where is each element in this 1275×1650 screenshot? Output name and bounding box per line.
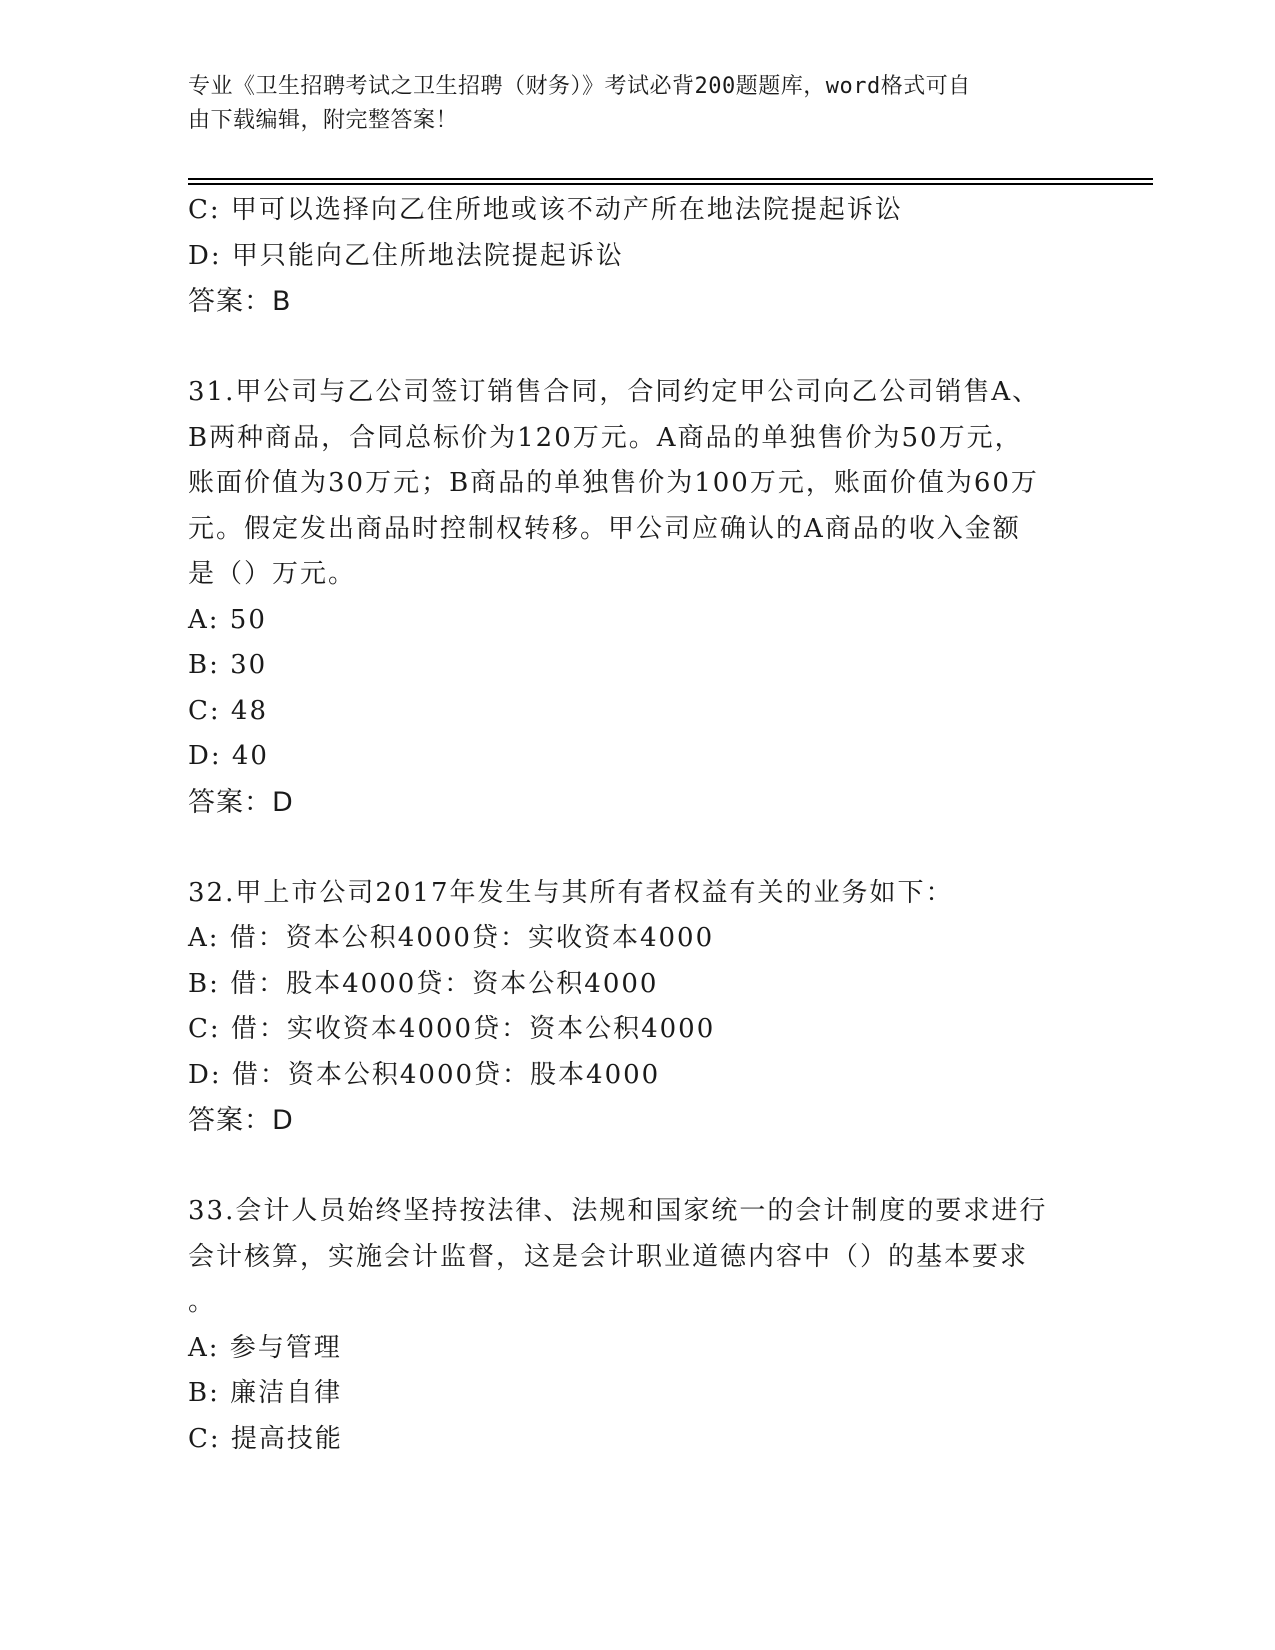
q32-option-b: B: 借：股本4000贷：资本公积4000 <box>188 968 659 999</box>
q31-option-d: D: 40 <box>188 741 269 771</box>
q32-stem-line-1: 32.甲上市公司2017年发生与其所有者权益有关的业务如下： <box>188 877 954 908</box>
document-header <box>188 70 1088 138</box>
q33-stem-line-3: 。 <box>188 1287 217 1317</box>
q31-stem-line-3: 账面价值为30万元；B商品的单独售价为100万元，账面价值为60万 <box>188 468 1039 498</box>
q31-answer: 答案：D <box>188 786 294 818</box>
prev-answer: 答案：B <box>188 286 292 317</box>
header-title-line-2: 由下载编辑，附完整答案！ <box>188 108 459 133</box>
q31-stem-line-1: 31.甲公司与乙公司签订销售合同，合同约定甲公司向乙公司销售A、 <box>188 377 1041 407</box>
prev-option-c: C: 甲可以选择向乙住所地或该不动产所在地法院提起诉讼 <box>188 195 903 225</box>
spacer <box>188 1144 1108 1190</box>
header-divider-top <box>188 178 1153 180</box>
q32-answer: 答案：D <box>188 1105 294 1136</box>
q33-stem-line-2: 会计核算，实施会计监督，这是会计职业道德内容中（）的基本要求 <box>188 1241 1029 1272</box>
q31-option-b: B: 30 <box>188 650 268 680</box>
q32-option-d: D: 借：资本公积4000贷：股本4000 <box>188 1059 661 1090</box>
q31-stem-line-2: B两种商品，合同总标价为120万元。A商品的单独售价为50万元， <box>188 422 1023 453</box>
prev-option-d: D: 甲只能向乙住所地法院提起诉讼 <box>188 240 624 271</box>
spacer <box>188 325 1108 371</box>
question-list <box>188 188 1108 1462</box>
q31-stem-line-4: 元。假定发出商品时控制权转移。甲公司应确认的A商品的收入金额 <box>188 513 1021 544</box>
q33-option-b: B: 廉洁自律 <box>188 1378 343 1408</box>
spacer <box>188 825 1108 871</box>
q31-option-a: A: 50 <box>188 604 267 635</box>
q33-option-c: C: 提高技能 <box>188 1423 343 1454</box>
q31-option-c: C: 48 <box>188 695 269 726</box>
q32-option-a: A: 借：资本公积4000贷：实收资本4000 <box>188 923 715 953</box>
header-divider-bottom <box>188 183 1153 185</box>
q33-option-a: A: 参与管理 <box>188 1332 342 1363</box>
header-title-line-1: 专业《卫生招聘考试之卫生招聘（财务）》考试必背200题题库，word格式可自 <box>188 74 971 99</box>
q31-stem-line-5: 是（）万元。 <box>188 559 357 589</box>
q32-option-c: C: 借：实收资本4000贷：资本公积4000 <box>188 1014 716 1044</box>
q33-stem-line-1: 33.会计人员始终坚持按法律、法规和国家统一的会计制度的要求进行 <box>188 1196 1048 1226</box>
